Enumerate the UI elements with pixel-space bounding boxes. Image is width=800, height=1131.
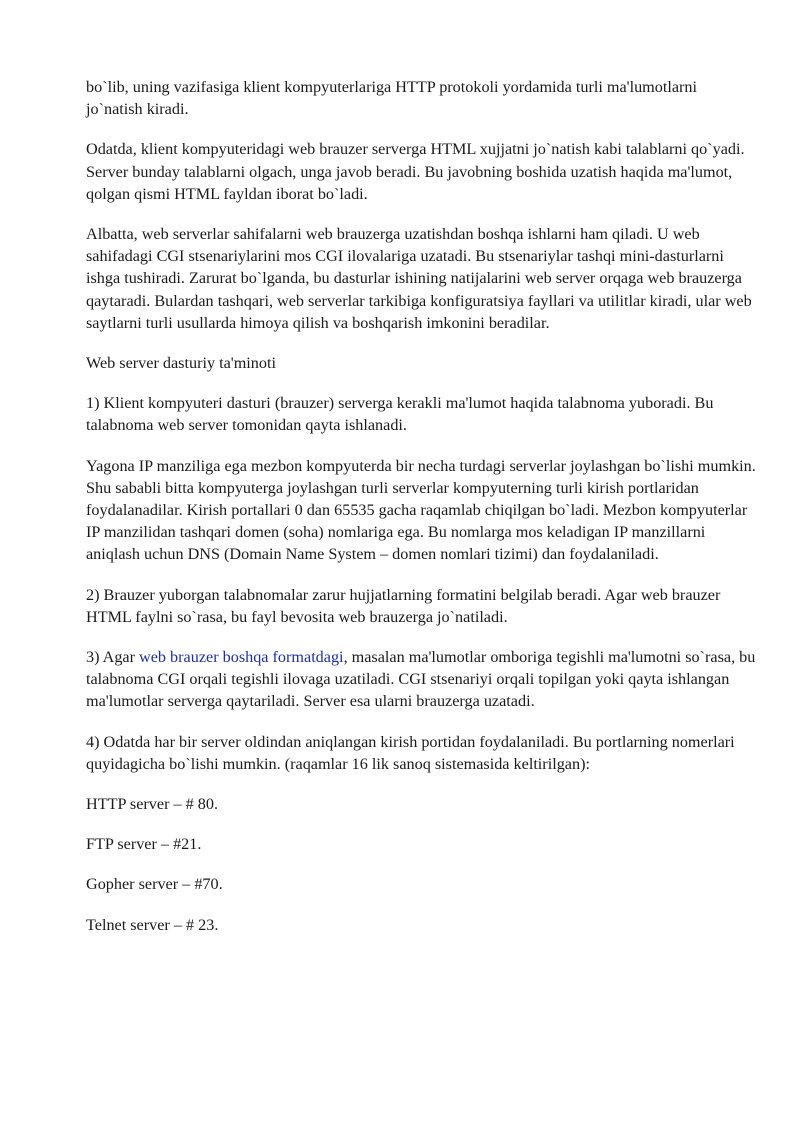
format-link[interactable]: web brauzer boshqa formatdagi	[139, 648, 344, 667]
step-3-prefix: 3) Agar	[86, 648, 140, 667]
paragraph-step-1: 1) Klient kompyuteri dasturi (brauzer) serverga kerakli ma'lumot haqida talabnoma yuboradi. Bu talabnoma web server tomonidan qayta ishlanadi.	[86, 394, 714, 435]
paragraph-server-tasks: Albatta, web serverlar sahifalarni web brauzerga uzatishdan boshqa ishlarni ham qiladi. U web sahifadagi CGI stsenariylarini mos CGI ilovalariga uzatadi. Bu stsenariylar tashqi mini-dasturlarni ishga tushiradi. Zarurat bo`lganda, bu dasturlar ishining natijalarini web server orqaga web brauzerga qaytaradi. Bulardan tashqari, web serverlar tarkibiga konfiguratsiya fayllari va utilitlar kiradi, ular web saytlarni turli usullarda himoya qilish va boshqarish imkonini beradilar.	[86, 225, 752, 332]
port-http: HTTP server – # 80.	[86, 795, 219, 814]
port-ftp: FTP server – #21.	[86, 835, 202, 854]
paragraph-ip-ports: Yagona IP manziliga ega mezbon kompyuterda bir necha turdagi serverlar joylashgan bo`lishi mumkin. Shu sababli bitta kompyuterga joylashgan turli serverlar kompyuterning turli kirish portlaridan foydalanadilar. Kirish portallari 0 dan 65535 gacha raqamlab chiqilgan bo`ladi. Mezbon kompyuterlar IP manzilidan tashqari domen (soha) nomlariga ega. Bu nomlarga mos keladigan IP manzillarni aniqlash uchun DNS (Domain Name System – domen nomlari tizimi) dan foydalaniladi.	[86, 456, 756, 564]
port-telnet: Telnet server – # 23.	[86, 915, 219, 934]
port-gopher: Gopher server – #70.	[86, 875, 223, 894]
section-heading: Web server dasturiy ta'minoti	[86, 354, 276, 373]
paragraph-step-4: 4) Odatda har bir server oldindan aniqlangan kirish portidan foydalaniladi. Bu portlarning nomerlari quyidagicha bo`lishi mumkin. (raqamlar 16 lik sanoq sistemasida keltirilgan):	[86, 732, 735, 773]
paragraph-intro: bo`lib, uning vazifasiga klient kompyuterlariga HTTP protokoli yordamida turli ma'lumotlarni jo`natish kiradi.	[86, 78, 698, 119]
step-3-suffix: , masalan ma'lumotlar omboriga tegishli ma'lumotni so`rasa, bu talabnoma CGI orqali tegishli ilovaga uzatiladi. CGI stsenariyi orqali topilgan yoki qayta ishlangan ma'lumotlar serverga qaytariladi. Server esa ularni brauzerga uzatadi.	[86, 648, 756, 711]
paragraph-step-3	[86, 646, 756, 713]
document-page	[86, 76, 756, 954]
paragraph-request: Odatda, klient kompyuteridagi web brauzer serverga HTML xujjatni jo`natish kabi talablarni qo`yadi. Server bunday talablarni olgach, unga javob beradi. Bu javobning boshida uzatish haqida ma'lumot, qolgan qismi HTML fayldan iborat bo`ladi.	[86, 140, 745, 203]
paragraph-step-2: 2) Brauzer yuborgan talabnomalar zarur hujjatlarning formatini belgilab beradi. Agar web brauzer HTML faylni so`rasa, bu fayl bevosita web brauzerga jo`natiladi.	[86, 585, 721, 626]
